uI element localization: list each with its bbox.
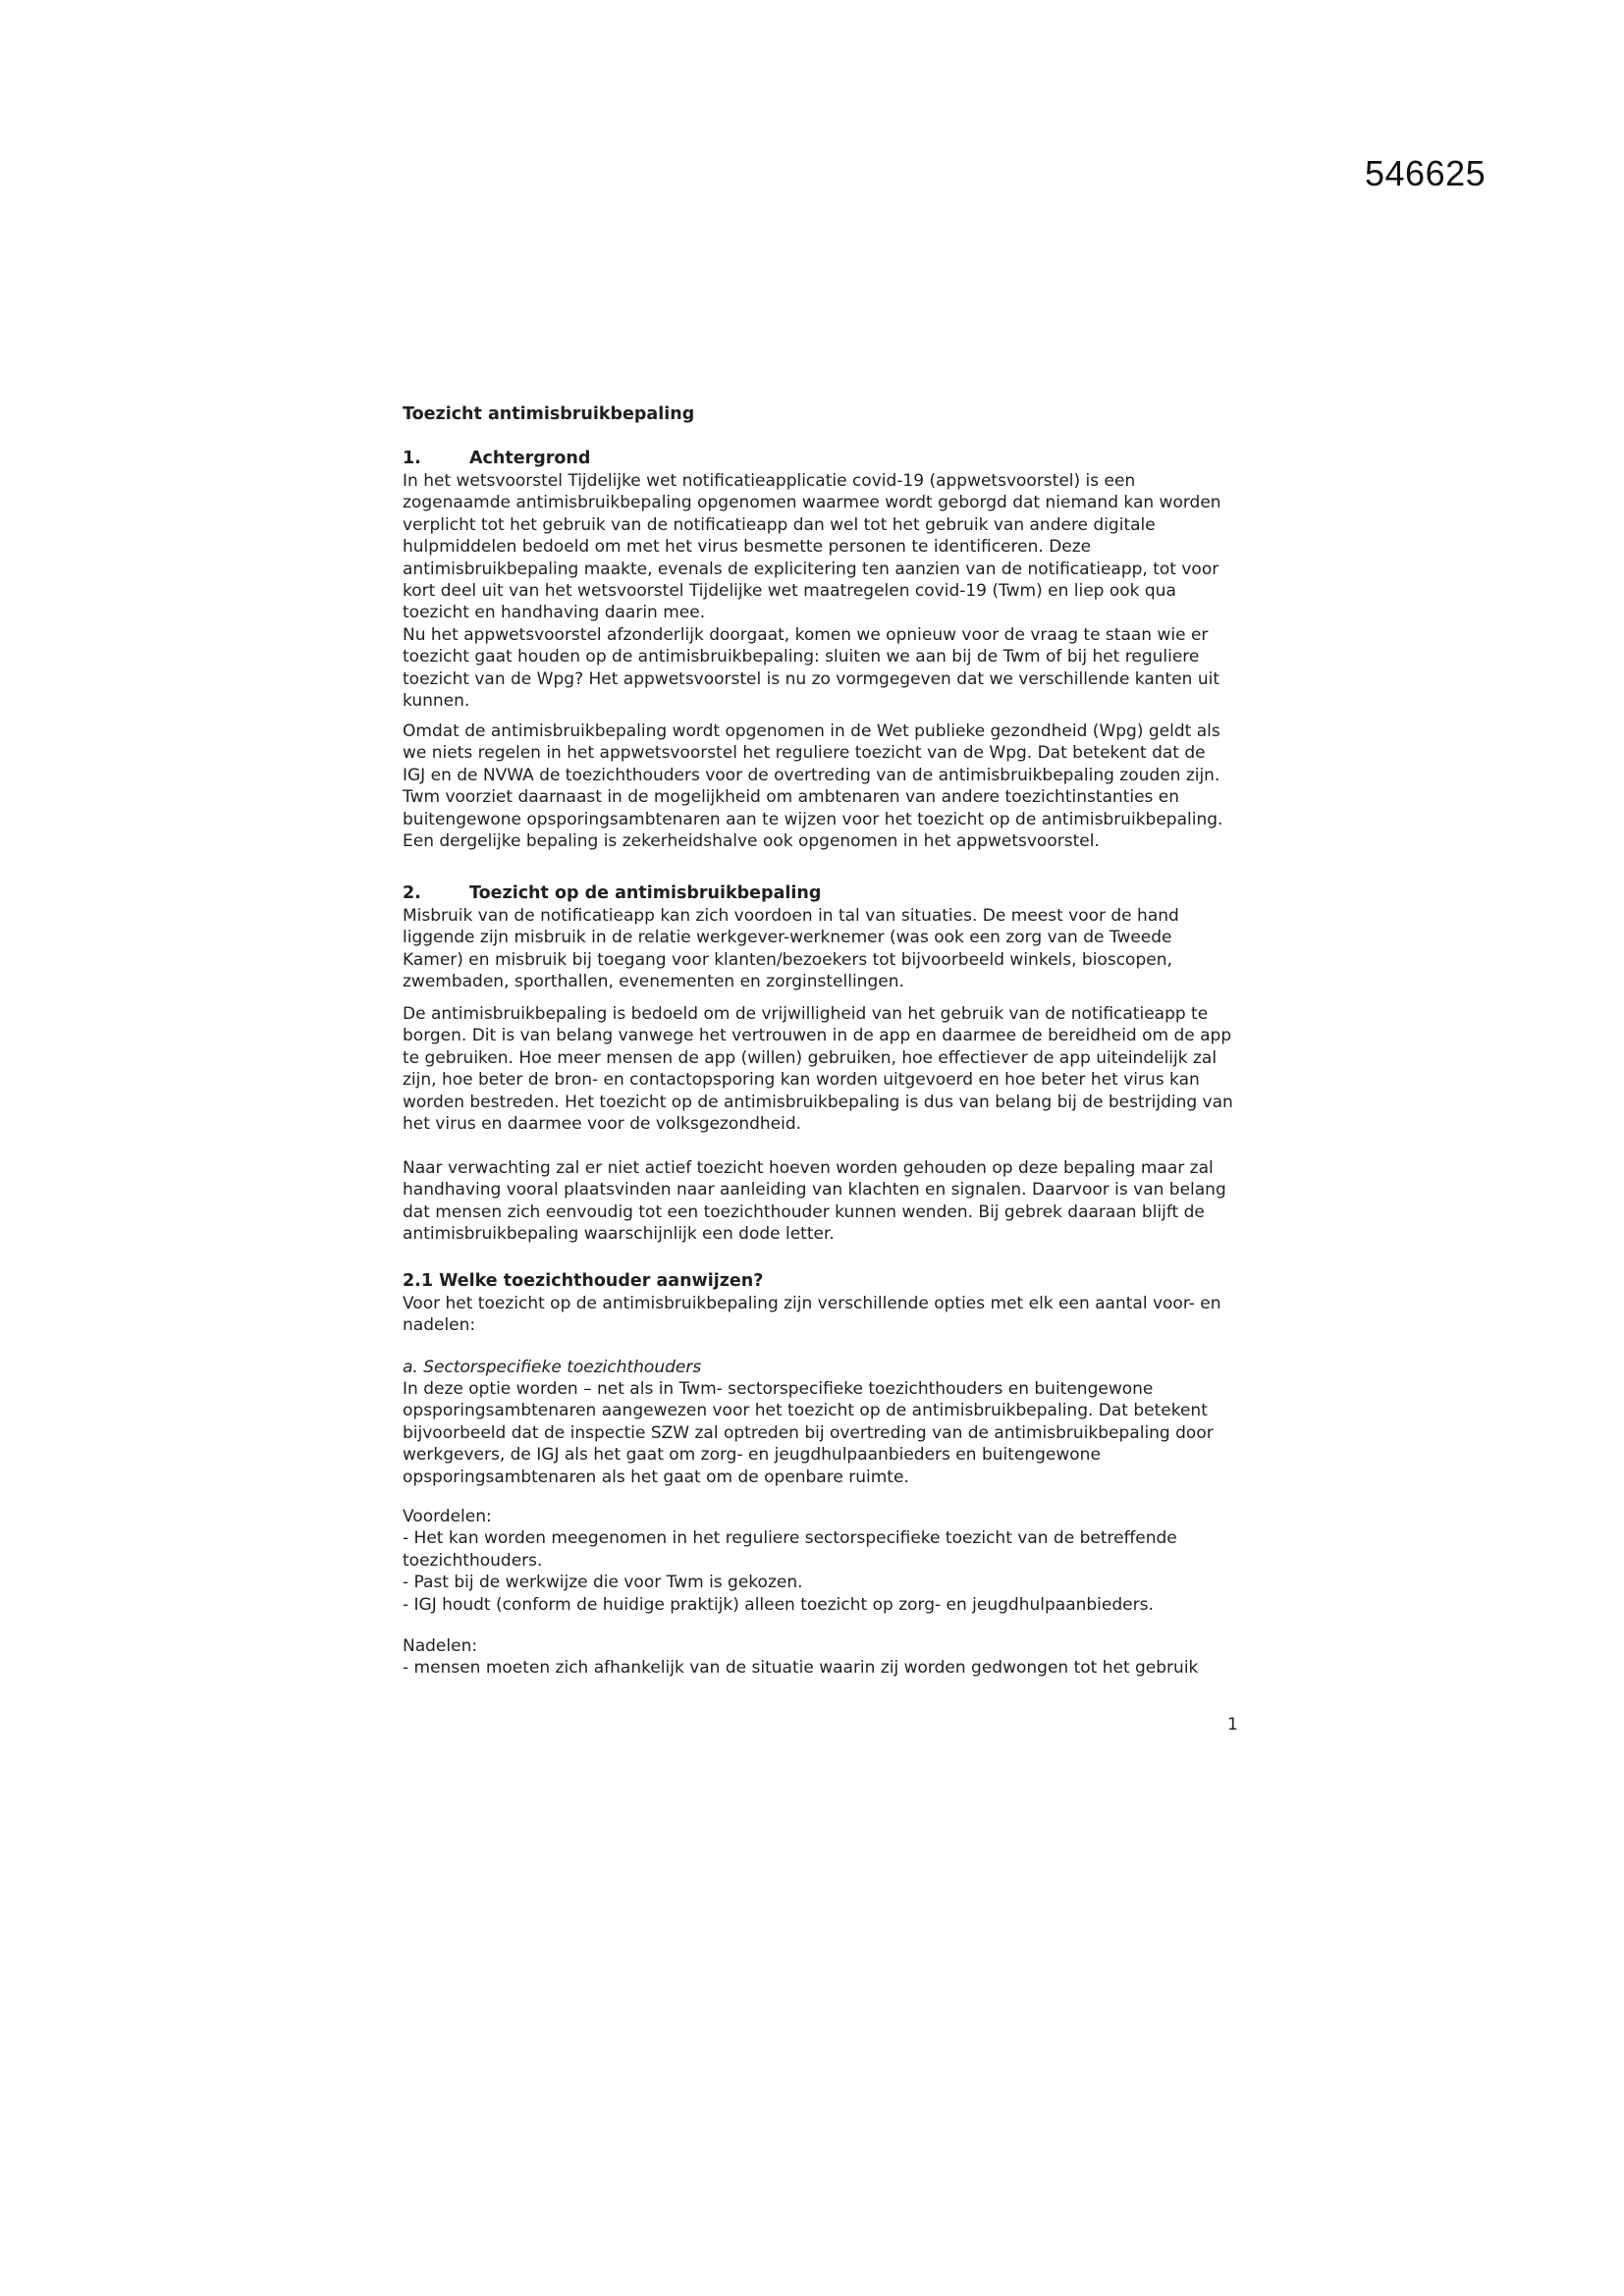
option-a-paragraph — [403, 1378, 1237, 1488]
text-line: opsporingsambtenaren aangewezen voor het toezicht op de antimisbruikbepaling. Dat betekent — [403, 1401, 1208, 1421]
text-line: - Past bij de werkwijze die voor Twm is gekozen. — [403, 1573, 803, 1593]
option-a-heading — [403, 1357, 1237, 1378]
page-number: 1 — [1227, 1715, 1238, 1735]
section-2-title: Toezicht op de antimisbruikbepaling — [469, 883, 822, 903]
text-line: Nadelen: — [403, 1636, 478, 1656]
text-line: Een dergelijke bepaling is zekerheidshalve ook opgenomen in het appwetsvoorstel. — [403, 830, 1100, 851]
text-line: toezicht gaat houden op de antimisbruikbepaling: sluiten we aan bij de Twm of bij het reguliere — [403, 647, 1200, 667]
section-1-number: 1. — [403, 449, 421, 468]
text-line: hulpmiddelen bedoeld om met het virus besmette personen te identificeren. Deze — [403, 537, 1092, 558]
text-line: verplicht tot het gebruik van de notificatieapp dan wel tot het gebruik van andere digitale — [403, 514, 1156, 535]
text-line: dat mensen zich eenvoudig tot een toezichthouder kunnen wenden. Bij gebrek daaraan blijft de — [403, 1201, 1205, 1222]
text-line: Misbruik van de notificatieapp kan zich voordoen in tal van situaties. De meest voor de hand — [403, 906, 1179, 926]
section-1-paragraph-1 — [403, 470, 1237, 712]
text-line: Kamer) en misbruik bij toegang voor klanten/bezoekers tot bijvoorbeeld winkels, bioscopen, — [403, 949, 1172, 970]
section-1-heading — [403, 449, 590, 468]
text-line: handhaving vooral plaatsvinden naar aanleiding van klachten en signalen. Daarvoor is van belang — [403, 1180, 1226, 1201]
text-line: toezichthouders. — [403, 1550, 543, 1571]
text-line: Omdat de antimisbruikbepaling wordt opgenomen in de Wet publieke gezondheid (Wpg) geldt als — [403, 721, 1220, 741]
text-line: In deze optie worden – net als in Twm- sectorspecifieke toezichthouders en buitengewone — [403, 1379, 1154, 1399]
text-line: zijn, hoe beter de bron- en contactopsporing kan worden uitgevoerd en hoe beter het virus kan — [403, 1070, 1200, 1091]
text-line: opsporingsambtenaren als het gaat om de openbare ruimte. — [403, 1467, 909, 1487]
text-line: Voor het toezicht op de antimisbruikbepaling zijn verschillende opties met elk een aantal voor- en — [403, 1294, 1221, 1313]
section-2-paragraph-1 — [403, 905, 1237, 993]
option-a-heading-text: a. Sectorspecifieke toezichthouders — [403, 1358, 702, 1377]
text-line: kort deel uit van het wetsvoorstel Tijdelijke wet maatregelen covid-19 (Twm) en liep ook qua — [403, 580, 1176, 601]
text-line: antimisbruikbepaling waarschijnlijk een dode letter. — [403, 1224, 835, 1245]
text-line: - mensen moeten zich afhankelijk van de situatie waarin zij worden gedwongen tot het gebruik — [403, 1658, 1199, 1679]
text-line: Twm voorziet daarnaast in de mogelijkheid om ambtenaren van andere toezichtinstanties en — [403, 787, 1180, 808]
section-2-1-paragraph — [403, 1293, 1237, 1337]
section-2-1-heading: 2.1 Welke toezichthouder aanwijzen? — [403, 1271, 764, 1291]
text-line: het virus en daarmee voor de volksgezondheid. — [403, 1113, 802, 1134]
text-line: we niets regelen in het appwetsvoorstel het reguliere toezicht van de Wpg. Dat betekent dat de — [403, 743, 1206, 764]
text-line: zwembaden, sporthallen, evenementen en zorginstellingen. — [403, 972, 904, 992]
text-line: toezicht van de Wpg? Het appwetsvoorstel is nu zo vormgegeven dat we verschillende kanten uit — [403, 668, 1220, 689]
text-line: borgen. Dit is van belang vanwege het vertrouwen in de app en daarmee de bereidheid om de app — [403, 1026, 1232, 1046]
text-line: De antimisbruikbepaling is bedoeld om de vrijwilligheid van het gebruik van de notificatieapp te — [403, 1004, 1209, 1024]
text-line: Voordelen: — [403, 1507, 492, 1526]
text-line: - Het kan worden meegenomen in het reguliere sectorspecifieke toezicht van de betreffende — [403, 1528, 1177, 1549]
text-line: bijvoorbeeld dat de inspectie SZW zal optreden bij overtreding van de antimisbruikbepaling door — [403, 1422, 1214, 1443]
section-2-paragraph-3 — [403, 1157, 1237, 1246]
text-line: Naar verwachting zal er niet actief toezicht hoeven worden gehouden op deze bepaling maar zal — [403, 1158, 1214, 1178]
text-line: te gebruiken. Hoe meer mensen de app (willen) gebruiken, hoe effectiever de app uiteindelijk zal — [403, 1047, 1218, 1068]
text-line: zogenaamde antimisbruikbepaling opgenomen waarmee wordt geborgd dat niemand kan worden — [403, 493, 1221, 513]
text-line: liggende zijn misbruik in de relatie werkgever-werknemer (was ook een zorg van de Tweede — [403, 928, 1172, 948]
section-1-paragraph-2 — [403, 721, 1237, 852]
text-line: antimisbruikbepaling maakte, evenals de explicitering ten aanzien van de notificatieapp, tot voor — [403, 559, 1219, 579]
text-line: worden bestreden. Het toezicht op de antimisbruikbepaling is dus van belang bij de bestrijding van — [403, 1092, 1233, 1112]
section-2-heading — [403, 883, 821, 903]
text-line: buitengewone opsporingsambtenaren aan te wijzen voor het toezicht op de antimisbruikbepaling. — [403, 809, 1223, 829]
text-line: - IGJ houdt (conform de huidige praktijk) alleen toezicht op zorg- en jeugdhulpaanbieders. — [403, 1594, 1154, 1615]
document-title: Toezicht antimisbruikbepaling — [403, 404, 695, 424]
section-2-number: 2. — [403, 883, 421, 903]
section-2-paragraph-2 — [403, 1003, 1237, 1135]
document-number: 546625 — [1365, 153, 1487, 193]
text-line: IGJ en de NVWA de toezichthouders voor de overtreding van de antimisbruikbepaling zouden zijn. — [403, 765, 1220, 785]
nadelen-list — [403, 1635, 1237, 1680]
voordelen-list — [403, 1506, 1237, 1616]
text-line: Nu het appwetsvoorstel afzonderlijk doorgaat, komen we opnieuw voor de vraag te staan wie er — [403, 624, 1209, 645]
text-line: kunnen. — [403, 690, 470, 711]
text-line: nadelen: — [403, 1315, 476, 1336]
text-line: werkgevers, de IGJ als het gaat om zorg- en jeugdhulpaanbieders en buitengewone — [403, 1445, 1101, 1466]
text-line: toezicht en handhaving daarin mee. — [403, 603, 706, 623]
text-line: In het wetsvoorstel Tijdelijke wet notificatieapplicatie covid-19 (appwetsvoorstel) is een — [403, 471, 1136, 491]
section-1-title: Achtergrond — [469, 449, 591, 468]
